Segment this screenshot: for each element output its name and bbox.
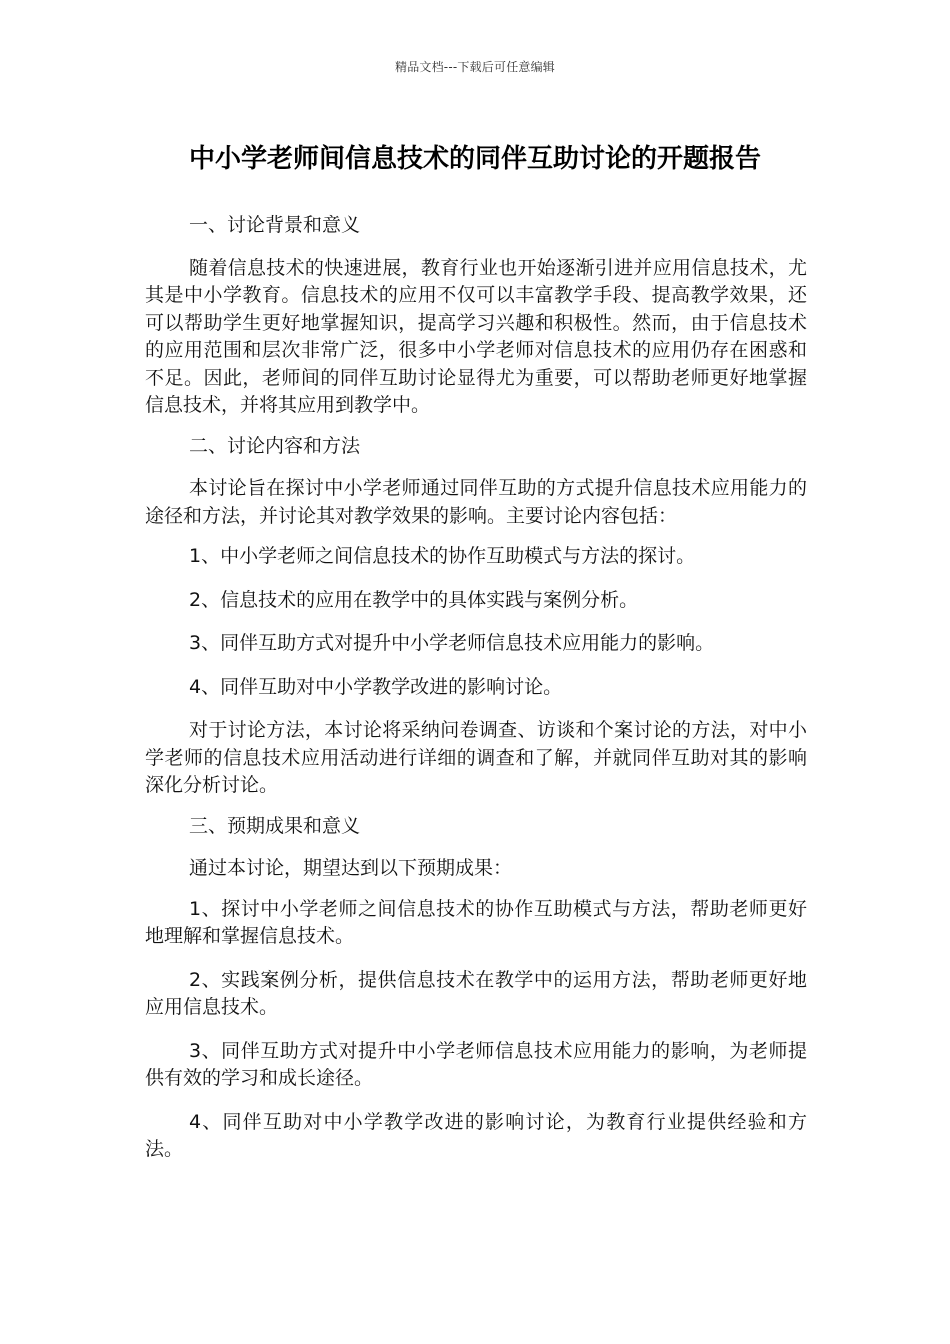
paragraph-expected-intro: 通过本讨论，期望达到以下预期成果： <box>189 857 513 879</box>
paragraph-background: 随着信息技术的快速进展，教育行业也开始逐渐引进并应用信息技术，尤其是中小学教育。信息技术的应用不仅可以丰富教学手段、提高教学效果，还可以帮助学生更好地掌握知识，提高学习兴趣和积极性。然而，由于信息技术的应用范围和层次非常广泛，很多中小学老师对信息技术的应用仍存在困惑和不足。因此，老师间的同伴互助讨论显得尤为重要，可以帮助老师更好地掌握信息技术，并将其应用到教学中。 <box>145 256 807 416</box>
list-item-content-4: 4、同伴互助对中小学教学改进的影响讨论。 <box>189 675 563 698</box>
header-note: 精品文档---下载后可任意编辑 <box>395 60 555 74</box>
list-item-content-3: 3、同伴互助方式对提升中小学老师信息技术应用能力的影响。 <box>189 632 715 654</box>
document-body <box>145 212 807 1180</box>
list-item-result-2: 2、实践案例分析，提供信息技术在教学中的运用方法，帮助老师更好地应用信息技术。 <box>145 968 807 1018</box>
paragraph-content-intro: 本讨论旨在探讨中小学老师通过同伴互助的方式提升信息技术应用能力的途径和方法，并讨论其对教学效果的影响。主要讨论内容包括： <box>145 477 807 527</box>
document-title: 中小学老师间信息技术的同伴互助讨论的开题报告 <box>188 144 761 174</box>
section-heading-background: 一、讨论背景和意义 <box>189 214 361 236</box>
list-item-result-3: 3、同伴互助方式对提升中小学老师信息技术应用能力的影响，为老师提供有效的学习和成长途径。 <box>145 1039 807 1089</box>
list-item-result-4: 4、同伴互助对中小学教学改进的影响讨论，为教育行业提供经验和方法。 <box>145 1110 807 1160</box>
section-heading-expected-results: 三、预期成果和意义 <box>189 814 361 837</box>
paragraph-method: 对于讨论方法，本讨论将采纳问卷调查、访谈和个案讨论的方法，对中小学老师的信息技术应用活动进行详细的调查和了解，并就同伴互助对其的影响深化分析讨论。 <box>145 719 807 796</box>
list-item-result-1: 1、探讨中小学老师之间信息技术的协作互助模式与方法，帮助老师更好地理解和掌握信息技术。 <box>145 897 807 947</box>
section-heading-content-method: 二、讨论内容和方法 <box>189 434 361 457</box>
list-item-content-2: 2、信息技术的应用在教学中的具体实践与案例分析。 <box>189 588 639 611</box>
list-item-content-1: 1、中小学老师之间信息技术的协作互助模式与方法的探讨。 <box>189 545 696 567</box>
